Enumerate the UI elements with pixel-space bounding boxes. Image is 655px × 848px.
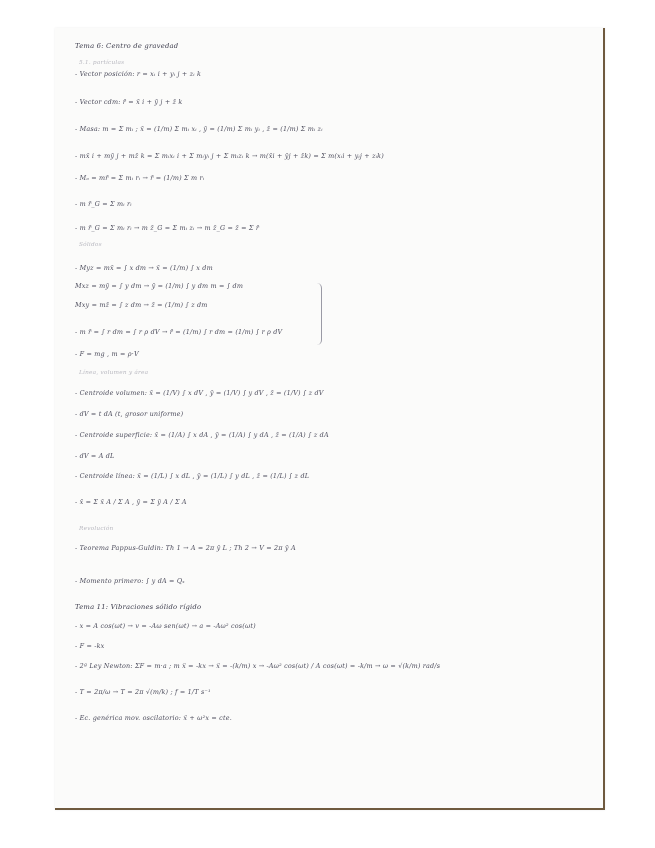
grouping-brace — [317, 283, 322, 345]
note-line: - Mₒ = mr̄ = Σ mᵢ rᵢ → r̄ = (1/m) Σ m rᵢ — [75, 174, 205, 182]
note-line: - 2ª Ley Newton: ΣF = m·a ; m ẍ = -kx → ẍ = -(k/m) x → -Aω² cos(ωt) / A cos(ωt) = -k/m → ω = √(k/m) rad/s — [75, 662, 441, 670]
section-heading: Tema 11: Vibraciones sólido rígido — [75, 603, 202, 611]
note-line: - F = mg , m = ρ·V — [75, 350, 139, 358]
note-line: - Myz = mx̄ = ∫ x dm → x̄ = (1/m) ∫ x dm — [75, 264, 213, 272]
note-line: Mxz = mȳ = ∫ y dm → ȳ = (1/m) ∫ y dm m = ∫ dm — [75, 282, 244, 290]
note-line: Mxy = mz̄ = ∫ z dm → z̄ = (1/m) ∫ z dm — [75, 301, 208, 309]
section-heading: Tema 6: Centro de gravedad — [75, 42, 179, 50]
note-line: - x = A cos(ωt) → v = -Aω sen(ωt) → a = -Aω² cos(ωt) — [75, 622, 256, 630]
note-line: - m r̄_G = Σ mᵢ rᵢ — [75, 200, 132, 208]
note-line: - Vector posición: r = xᵢ i + yᵢ j + zᵢ k — [75, 70, 202, 78]
subsection-label: Sólidos — [79, 242, 102, 248]
note-line: - T = 2π/ω → T = 2π √(m/k) ; f = 1/T s⁻¹ — [75, 688, 211, 696]
note-line: - Teorema Pappus-Guldin: Th 1 → A = 2π ȳ L ; Th 2 → V = 2π ȳ A — [75, 544, 296, 552]
note-line: - Vector cdm: r̄ = x̄ i + ȳ j + z̄ k — [75, 98, 183, 106]
note-line: - Masa: m = Σ mᵢ ; x̄ = (1/m) Σ mᵢ xᵢ , ȳ = (1/m) Σ mᵢ yᵢ , z̄ = (1/m) Σ mᵢ zᵢ — [75, 125, 323, 133]
note-line: - dV = A dL — [75, 452, 115, 460]
note-line: - m r̄ = ∫ r dm = ∫ r ρ dV → r̄ = (1/m) ∫ r dm = (1/m) ∫ r ρ dV — [75, 328, 283, 336]
note-line: - F = -kx — [75, 642, 105, 650]
note-line: - Momento primero: ∫ y dA = Qₓ — [75, 577, 185, 585]
subsection-label: 5.1. partículas — [79, 60, 125, 66]
note-line: - Centroide superficie: x̄ = (1/A) ∫ x dA , ȳ = (1/A) ∫ y dA , z̄ = (1/A) ∫ z dA — [75, 431, 329, 439]
note-line: - Ec. genérica mov. oscilatorio: ẍ + ω²x = cte. — [75, 714, 232, 722]
note-line: - m r̄_G = Σ mᵢ rᵢ → m z̄_G = Σ mᵢ zᵢ → m z̄_G = z̄ = Σ r̄ — [75, 224, 260, 232]
subsection-label: Línea, volumen y área — [79, 370, 149, 376]
note-line: - mx̄ i + mȳ j + mz̄ k = Σ mᵢxᵢ i + Σ mᵢyᵢ j + Σ mᵢzᵢ k → m(x̄i + ȳj + z̄k) = Σ m(xᵢi + yᵢj + zᵢk) — [75, 152, 384, 160]
note-line: - x̄ = Σ x̄ A / Σ A , ȳ = Σ ȳ A / Σ A — [75, 498, 187, 506]
note-line: - Centroide línea: x̄ = (1/L) ∫ x dL , ȳ = (1/L) ∫ y dL , z̄ = (1/L) ∫ z dL — [75, 472, 310, 480]
notebook-page — [55, 28, 605, 810]
note-line: - dV = t dA (t, grosor uniforme) — [75, 410, 184, 418]
subsection-label: Revolución — [79, 526, 114, 532]
note-line: - Centroide volumen: x̄ = (1/V) ∫ x dV , ȳ = (1/V) ∫ y dV , z̄ = (1/V) ∫ z dV — [75, 389, 324, 397]
